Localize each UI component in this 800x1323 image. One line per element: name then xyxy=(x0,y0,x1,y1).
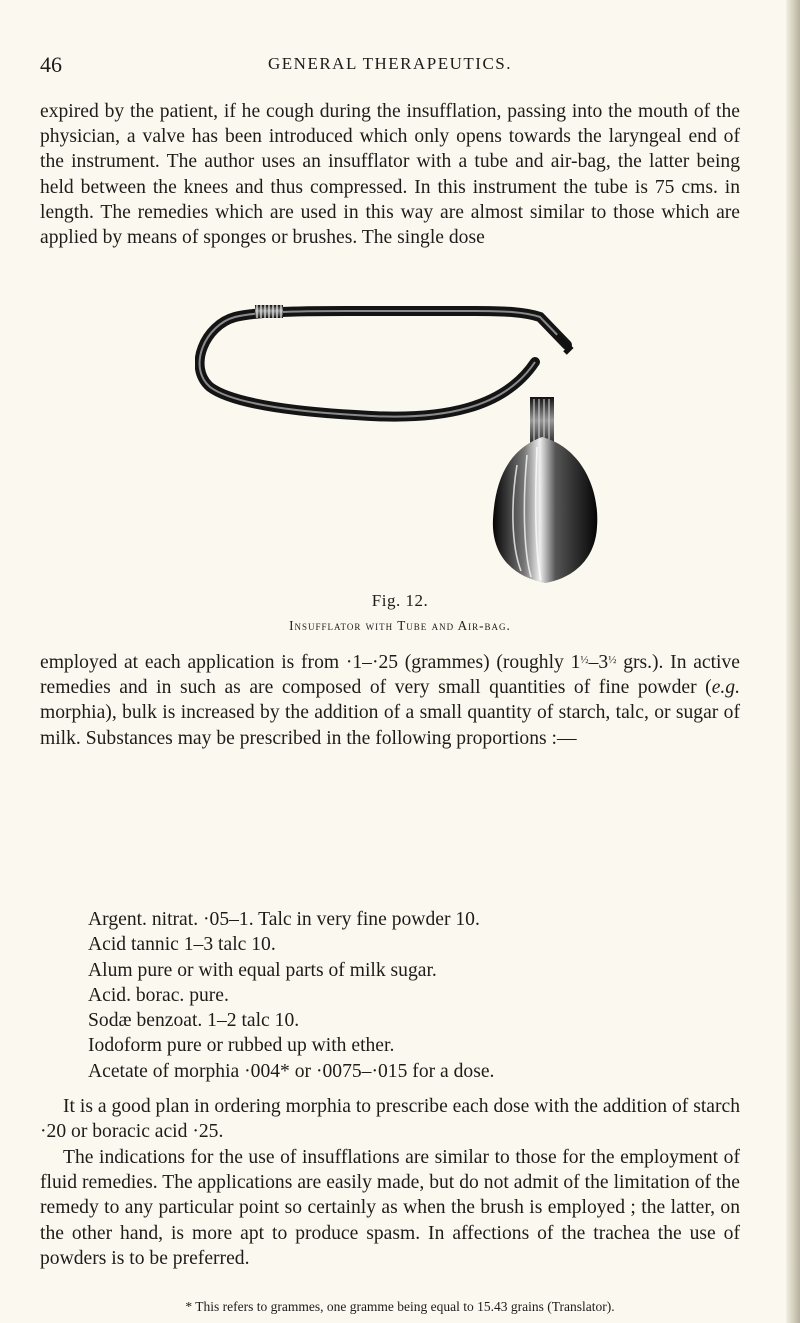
formula-item: Argent. nitrat. ·05–1. Talc in very fine powder 10. xyxy=(88,909,480,930)
formula-item: Alum pure or with equal parts of milk sugar. xyxy=(88,959,437,981)
page-edge xyxy=(786,0,800,1323)
paragraph-2 xyxy=(40,650,740,751)
formula-list xyxy=(88,907,494,1084)
figure-label: Fig. 12. xyxy=(371,591,429,610)
insufflator-illustration xyxy=(195,287,615,587)
tube-sleeve xyxy=(255,305,283,318)
formula-item: Iodoform pure or rubbed up with ether. xyxy=(88,1035,395,1057)
fraction-half: ½ xyxy=(580,654,589,666)
fraction-half: ½ xyxy=(608,654,617,666)
paragraph-3: It is a good plan in ordering morphia to prescribe each dose with the addition of starch ·20 or boracic acid ·25. xyxy=(40,1096,740,1143)
formula-item: Acetate of morphia ·004* or ·0075–·015 for a dose. xyxy=(88,1060,495,1082)
formula-item: Acid. borac. pure. xyxy=(88,984,229,1006)
running-title: GENERAL THERAPEUTICS. xyxy=(268,54,512,73)
page-header xyxy=(40,52,740,82)
paragraph-2-part-c: grs.). In active remedies and in such as are composed of very small quantities of fine powder ( xyxy=(40,652,740,699)
paragraph-1: expired by the patient, if he cough during the insufflation, passing into the mouth of the physician, a valve has been introduced which only opens towards the laryngeal end of the instrument. The author uses an insufflator with a tube and air-bag, the latter being held between the knees and thus compressed. In this instrument the tube is 75 cms. in length. The remedies which are used in this way are almost similar to those which are applied by means of sponges or brushes. The single dose xyxy=(40,101,740,249)
formula-item: Sodæ benzoat. 1–2 talc 10. xyxy=(88,1010,300,1032)
paragraph-2-part-d: morphia), bulk is increased by the addition of a small quantity of starch, talc, or sugar of milk. Substances may be prescribed in the following proportions :— xyxy=(40,702,740,749)
footnote: * This refers to grammes, one gramme being equal to 15.43 grains (Translator). xyxy=(185,1299,615,1314)
paragraph-2-part-b: –3 xyxy=(588,652,609,673)
figure-caption: Insufflator with Tube and Air-bag. xyxy=(289,618,511,633)
formula-item: Acid tannic 1–3 talc 10. xyxy=(88,934,276,956)
insufflator-tube xyxy=(200,311,567,417)
air-bag-icon xyxy=(493,437,597,583)
paragraph-4: The indications for the use of insufflations are similar to those for the employment of fluid remedies. The applications are easily made, but do not admit of the limitation of the remedy to any particular point so certainly as when the brush is employed ; the latter, on the other hand, is more apt to produce spasm. In affections of the trachea the use of powders is to be preferred. xyxy=(40,1147,740,1269)
page-number: 46 xyxy=(40,52,62,77)
eg-abbreviation: e.g. xyxy=(711,677,740,699)
paragraph-2-part-a: employed at each application is from ·1–·25 (grammes) (roughly 1 xyxy=(40,652,581,673)
